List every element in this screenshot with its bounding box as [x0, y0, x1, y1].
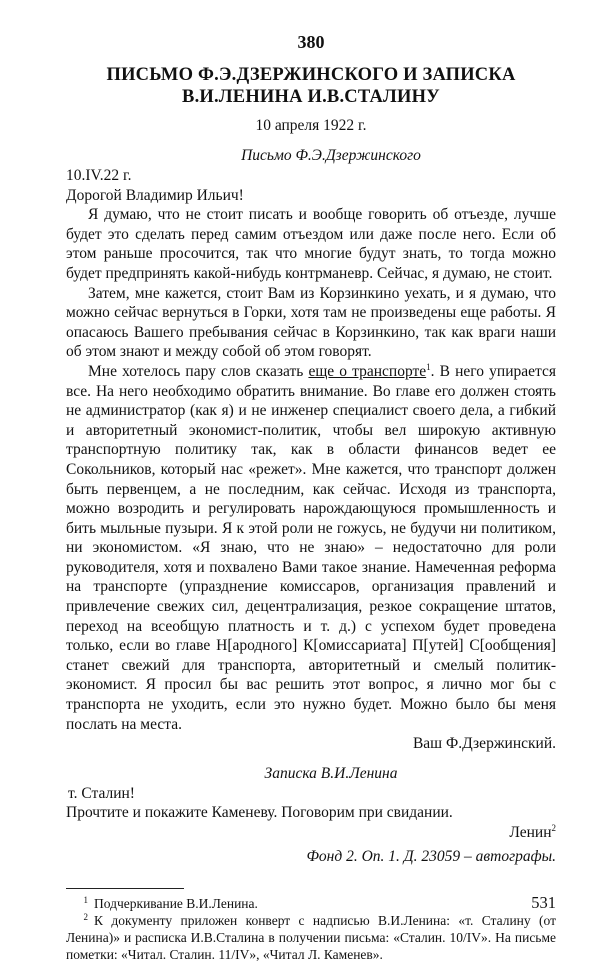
paragraph-3-rest: . В него упирается все. На него необходимо обратить внимание. Во главе его должен стоять не администратор (как я) и не инженер специалист своего дела, а гибкий и авторитетный экономист-политик, чтобы вел широкую активную транспортную политику так, как в области финансов ведет ее Сокольников, который нас «режет». Мне кажется, что транспорт должен быть первенцем, а не последним, как сейчас. Исходя из транспорта, можно возродить и регулировать нарождающуюся промышленность и бить мыльные пузыри. Я к этой роли не гожусь, не будучи ни политиком, ни экономистом. «Я знаю, что не знаю» – недостаточно для роли руководителя, хотя и похвалено Вами такое знание. Намеченная реформа на транспорте (упразднение комиссаров, организация правлений и привлечение свежих сил, децентрализация, резкое сокращение штатов, переход на всеобщую платность и т. д.) с успехом будет проведена только, если во главе Н[ародного] К[омиссариата] П[утей] С[ообщения] станет свежий для транспорта, авторитетный и смелый политик-экономист. Я просил бы вас решить этот вопрос, я лично мог бы с транспорта не уходить, если это нужно будет. Можно было бы меня послать на места.: [66, 362, 556, 733]
letter-paragraph-1: Я думаю, что не стоит писать и вообще говорить об отъезде, лучше будет это сделать перед самим отъездом или даже после него. Если об этом раньше просочится, так что многие будут знать, то тогда можно будет предпринять какой-нибудь контрманевр. Сейчас, я думаю, не стоит.: [66, 206, 556, 282]
note-text: Прочтите и покажите Каменеву. Поговорим при свидании.: [66, 804, 453, 822]
footnote-ref-1: 1: [426, 361, 431, 372]
footnotes: [66, 895, 556, 963]
letter-paragraph-3: [66, 362, 556, 734]
footnote-2-text: К документу приложен конверт с надписью В.И.Ленина: «т. Сталину (от Ленина)» и расписка И.В.Сталина в получении письма: «Сталин. 10/IV». На письме пометки: «Читал. Сталин. 11/IV», «Читал Л. Каменев».: [66, 913, 556, 963]
letter-paragraph-2: Затем, мне кажется, стоит Вам из Корзинкино уехать, и я думаю, что можно сейчас вернуться в Горки, хотя там не произведены еще работы. Я опасаюсь Вашего пребывания сейчас в Корзинкино, так как враги наши об этом знают и между собой об этом говорят.: [66, 284, 556, 361]
note-signature: [66, 823, 556, 843]
footnote-ref-2: 2: [551, 822, 556, 833]
footnote-1: 1 Подчеркивание В.И.Ленина.: [83, 894, 258, 912]
note-body: [66, 784, 556, 866]
title-line-1: ПИСЬМО Ф.Э.ДЗЕРЖИНСКОГО И ЗАПИСКА: [106, 65, 516, 85]
archive-reference: Фонд 2. Оп. 1. Д. 23059 – автографы.: [306, 847, 556, 865]
note-signature-name: Ленин: [509, 824, 552, 841]
footnote-1-text: Подчеркивание В.И.Ленина.: [94, 896, 258, 912]
note-subheading: Записка В.И.Ленина: [264, 764, 398, 782]
paragraph-3-lead: Мне хотелось пару слов сказать: [88, 362, 309, 380]
document-number: 380: [297, 32, 325, 52]
title-line-2: В.И.ЛЕНИНА И.В.СТАЛИНУ: [182, 87, 440, 107]
letter-salutation: Дорогой Владимир Ильич!: [66, 186, 244, 204]
page-number: 531: [531, 893, 556, 912]
letter-dateline: 10.IV.22 г.: [66, 167, 132, 184]
letter-body: [66, 166, 556, 754]
note-address: т. Сталин!: [68, 784, 135, 802]
document-title: [66, 64, 556, 108]
document-date: 10 апреля 1922 г.: [255, 117, 367, 134]
footnote-2: 2 К документу приложен конверт с надписью В.И.Ленина: «т. Сталину (от Ленина)» и расписка И.В.Сталина в получении письма: «Сталин. 10/IV». На письме пометки: «Читал. Сталин. 11/IV», «Читал Л. Каменев».: [66, 911, 556, 963]
footnote-divider: [66, 888, 184, 889]
underlined-phrase: еще о транспорте: [308, 362, 427, 380]
letter-signature: Ваш Ф.Дзержинский.: [412, 735, 556, 753]
letter-subheading: Письмо Ф.Э.Дзержинского: [241, 147, 421, 164]
